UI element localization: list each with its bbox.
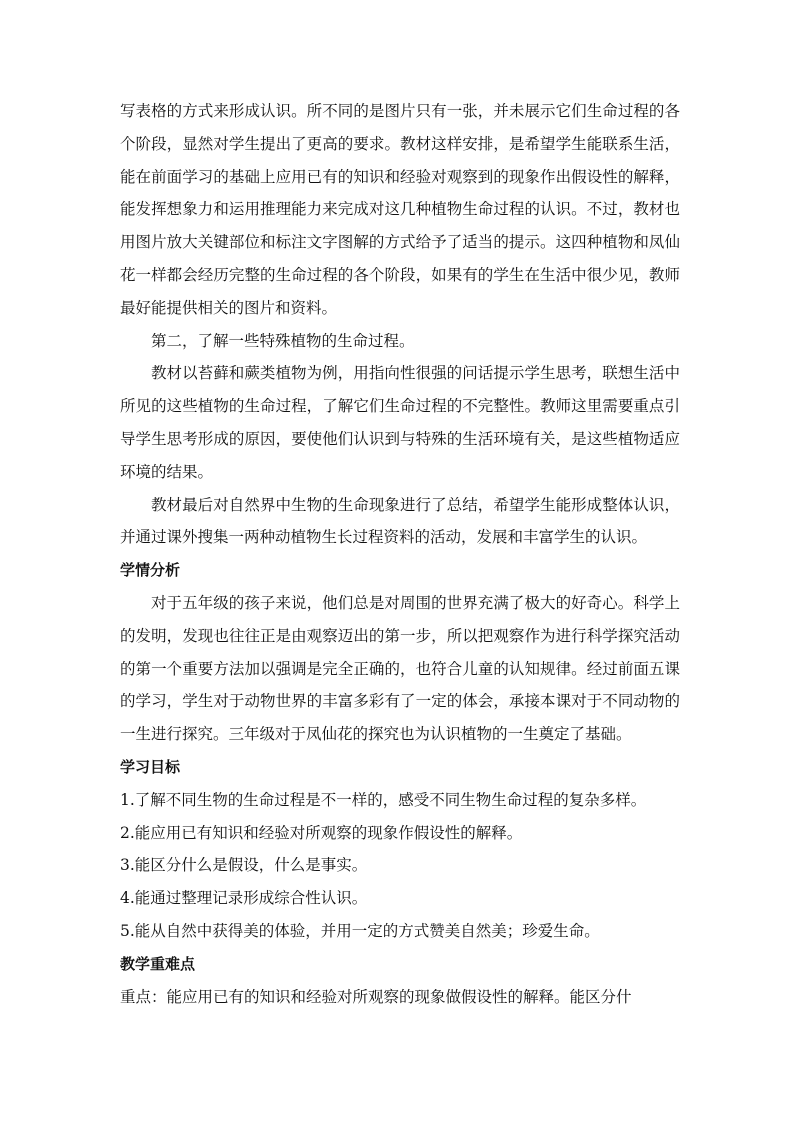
paragraph-point-two: 第二，了解一些特殊植物的生命过程。 bbox=[151, 331, 415, 350]
paragraph-continuation: 写表格的方式来形成认识。所不同的是图片只有一张，并未展示它们生命过程的各个阶段，显然对学生提出了更高的要求。教材这样安排，是希望学生能联系生活，能在前面学习的基础上应用已有的知识和经验对观察到的现象作出假设性的解释，能发挥想象力和运用推理能力来完成对这几种植物生命过程的认识。不过，教材也用图片放大关键部位和标注文字图解的方式给予了适当的提示。这四种植物和凤仙花一样都会经历完整的生命过程的各个阶段，如果有的学生在生活中很少见，教师最好能提供相关的图片和资料。 bbox=[120, 102, 680, 317]
goal-item-4: 4.能通过整理记录形成综合性认识。 bbox=[120, 889, 368, 908]
paragraph-summary: 教材最后对自然界中生物的生命现象进行了总结，希望学生能形成整体认识，并通过课外搜集一两种动植物生长过程资料的活动，发展和丰富学生的认识。 bbox=[120, 495, 680, 547]
heading-student-analysis: 学情分析 bbox=[120, 561, 181, 580]
goal-item-3: 3.能区分什么是假设，什么是事实。 bbox=[120, 856, 368, 875]
goal-item-1: 1.了解不同生物的生命过程是不一样的，感受不同生物生命过程的复杂多样。 bbox=[120, 790, 647, 809]
heading-learning-goals: 学习目标 bbox=[120, 757, 181, 776]
key-point-text: 重点：能应用已有的知识和经验对所观察的现象做假设性的解释。能区分什 bbox=[120, 987, 632, 1006]
goal-item-5: 5.能从自然中获得美的体验，并用一定的方式赞美自然美；珍爱生命。 bbox=[120, 921, 600, 940]
document-body bbox=[120, 95, 680, 1013]
goal-item-2: 2.能应用已有知识和经验对所观察的现象作假设性的解释。 bbox=[120, 823, 523, 842]
paragraph-moss-fern: 教材以苔藓和蕨类植物为例，用指向性很强的问话提示学生思考，联想生活中所见的这些植物的生命过程，了解它们生命过程的不完整性。教师这里需要重点引导学生思考形成的原因，要使他们认识到与特殊的生活环境有关，是这些植物适应环境的结果。 bbox=[120, 364, 680, 481]
paragraph-student-analysis: 对于五年级的孩子来说，他们总是对周围的世界充满了极大的好奇心。科学上的发明，发现也往往正是由观察迈出的第一步，所以把观察作为进行科学探究活动的第一个重要方法加以强调是完全正确的，也符合儿童的认知规律。经过前面五课的学习，学生对于动物世界的丰富多彩有了一定的体会，承接本课对于不同动物的一生进行探究。三年级对于凤仙花的探究也为认识植物的一生奠定了基础。 bbox=[120, 593, 680, 744]
heading-key-points: 教学重难点 bbox=[120, 954, 196, 973]
